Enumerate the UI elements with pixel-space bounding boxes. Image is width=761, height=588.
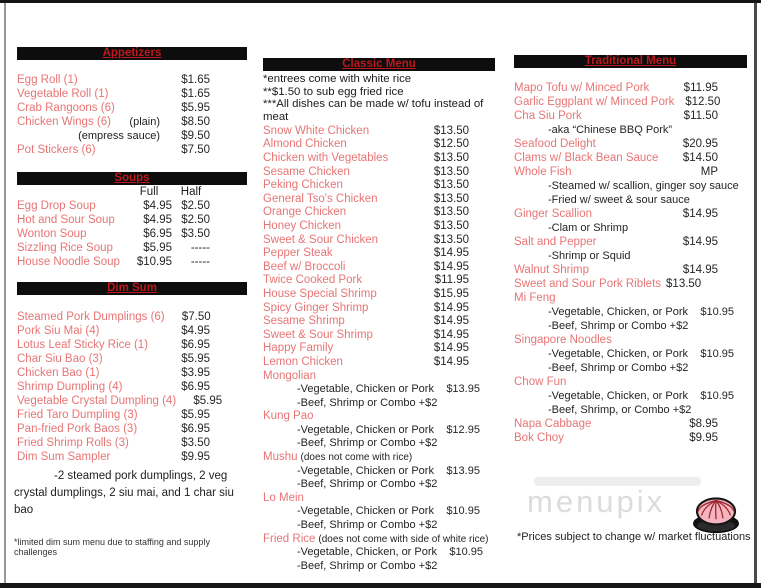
subitem-price: $10.95 bbox=[449, 546, 484, 559]
menu-subitem-row bbox=[263, 519, 469, 533]
section-title: Traditional Menu bbox=[584, 55, 677, 67]
item-price: $5.95 bbox=[181, 409, 210, 421]
menu-item-row bbox=[263, 410, 469, 424]
item-name: Sizzling Rice Soup bbox=[17, 242, 113, 254]
menu-item-row bbox=[17, 380, 210, 394]
subitem-price: $10.95 bbox=[700, 390, 735, 402]
menu-item-row bbox=[263, 261, 469, 275]
subitem-text: -Vegetable, Chicken, or Pork bbox=[548, 348, 689, 360]
item-name: Chicken Bao (1) bbox=[17, 367, 100, 379]
item-name: Wonton Soup bbox=[17, 228, 87, 240]
item-price: $5.95 bbox=[181, 102, 210, 114]
menu-item-row bbox=[17, 227, 210, 241]
menu-subitem-row bbox=[263, 423, 480, 438]
subitem-price: $10.95 bbox=[700, 306, 735, 318]
item-name-note: (does not come with side of white rice) bbox=[318, 533, 489, 545]
item-price: $9.95 bbox=[689, 432, 718, 444]
item-name-note: (does not come with rice) bbox=[300, 452, 413, 464]
item-price: $7.50 bbox=[181, 144, 210, 156]
item-name: Fried Taro Dumpling (3) bbox=[17, 409, 138, 421]
item-name: Crab Rangoons (6) bbox=[17, 102, 115, 114]
menu-item-row bbox=[17, 394, 223, 408]
menu-item-row bbox=[514, 291, 718, 305]
menu-item-row bbox=[514, 109, 718, 123]
subitem-text: -Beef, Shrimp or Combo +$2 bbox=[297, 478, 438, 491]
soups-full-header: Full bbox=[139, 186, 159, 198]
item-name: Chicken with Vegetables bbox=[263, 152, 389, 164]
item-price: $3.95 bbox=[181, 367, 210, 379]
item-name: Walnut Shrimp bbox=[514, 264, 589, 276]
item-half-price: $3.50 bbox=[181, 228, 210, 240]
item-price: $9.95 bbox=[181, 451, 210, 463]
menu-item-row bbox=[17, 199, 210, 213]
item-half-price: ----- bbox=[190, 242, 210, 254]
item-price: $1.65 bbox=[181, 74, 210, 86]
item-name: Pan-fried Pork Baos (3) bbox=[17, 423, 138, 435]
item-price: $4.95 bbox=[143, 200, 172, 212]
item-price: $8.50 bbox=[181, 116, 210, 128]
menu-subitem-row bbox=[514, 361, 718, 375]
subitem-text: -Beef, Shrimp or Combo +$2 bbox=[548, 362, 689, 374]
item-price: $13.50 bbox=[666, 278, 702, 290]
item-name: Orange Chicken bbox=[263, 206, 347, 219]
page-border-bottom bbox=[0, 583, 761, 588]
item-price: $20.95 bbox=[682, 138, 718, 150]
menu-item-row bbox=[263, 220, 469, 234]
menu-subitem-row bbox=[263, 546, 484, 560]
menu-subitem-row bbox=[263, 383, 480, 397]
menu-item-row bbox=[514, 263, 718, 277]
prices-disclaimer: *Prices subject to change w/ market fluctuations bbox=[517, 531, 751, 543]
item-price: MP bbox=[700, 166, 718, 178]
subitem-price: $10.95 bbox=[700, 348, 735, 360]
item-price: $3.50 bbox=[181, 437, 210, 449]
menu-item-row bbox=[17, 338, 210, 352]
item-price: $9.50 bbox=[181, 130, 210, 142]
item-name: Mi Feng bbox=[514, 292, 556, 304]
subitem-text: -Beef, Shrimp or Combo +$2 bbox=[297, 396, 438, 409]
subitem-price: $13.95 bbox=[446, 464, 480, 477]
subitem-text: -Steamed w/ scallion, ginger soy sauce bbox=[548, 180, 739, 192]
menu-subitem-row bbox=[514, 403, 718, 417]
menu-item-row bbox=[17, 129, 210, 143]
menu-item-row bbox=[17, 352, 210, 366]
classic-menu-notes bbox=[263, 73, 495, 124]
item-name: Sesame Shrimp bbox=[263, 315, 345, 328]
menu-item-row bbox=[514, 165, 718, 179]
menu-item-row bbox=[17, 101, 210, 115]
menu-item-row bbox=[514, 137, 718, 151]
menu-subitem-row bbox=[514, 193, 718, 207]
classic-menu-items bbox=[263, 125, 495, 574]
section-header-soups bbox=[17, 172, 247, 185]
menu-item-row bbox=[514, 277, 718, 291]
item-name: House Special Shrimp bbox=[263, 287, 377, 300]
item-name: Lotus Leaf Sticky Rice (1) bbox=[17, 339, 149, 351]
item-name: Garlic Eggplant w/ Minced Pork bbox=[514, 96, 675, 108]
subitem-text: -Beef, Shrimp or Combo +$2 bbox=[297, 519, 438, 532]
menu-subitem-row bbox=[263, 505, 480, 519]
item-price: $11.95 bbox=[434, 274, 469, 287]
item-name: Spicy Ginger Shrimp bbox=[263, 301, 369, 314]
page-border-right bbox=[754, 3, 757, 583]
soups-half-header: Half bbox=[180, 186, 202, 198]
item-price: $13.50 bbox=[433, 206, 469, 219]
menu-item-row bbox=[263, 532, 489, 547]
section-title: Soups bbox=[114, 172, 150, 184]
menu-item-row bbox=[17, 87, 210, 101]
section-title: Appetizers bbox=[102, 47, 162, 59]
menu-item-row bbox=[514, 431, 718, 445]
item-name: Fried Shrimp Rolls (3) bbox=[17, 437, 129, 449]
item-price: $14.95 bbox=[433, 342, 469, 355]
item-price: $7.50 bbox=[181, 311, 211, 323]
item-price: $14.95 bbox=[433, 260, 469, 273]
subitem-price: $10.95 bbox=[446, 505, 480, 518]
dim-sum-footnote: *limited dim sum menu due to staffing and supply challenges bbox=[14, 537, 210, 557]
item-name: Peking Chicken bbox=[263, 179, 343, 192]
item-price: $5.95 bbox=[143, 242, 172, 254]
menu-item-row bbox=[514, 207, 718, 221]
item-name: Lemon Chicken bbox=[263, 355, 343, 368]
item-name: Clams w/ Black Bean Sauce bbox=[514, 152, 659, 164]
item-price: $14.95 bbox=[433, 355, 469, 368]
menupix-watermark: menupix bbox=[527, 484, 666, 519]
item-name: Mongolian bbox=[263, 369, 317, 382]
menu-subitem-row bbox=[514, 221, 718, 235]
item-name: Singapore Noodles bbox=[514, 334, 612, 346]
menu-subitem-row bbox=[263, 397, 469, 411]
item-name: Egg Roll (1) bbox=[17, 74, 78, 86]
item-name: Sesame Chicken bbox=[263, 165, 350, 178]
subitem-text: -Beef, Shrimp or Combo +$2 bbox=[297, 437, 438, 450]
item-name: Cha Siu Pork bbox=[514, 110, 582, 122]
item-price: $14.95 bbox=[682, 208, 718, 220]
menu-item-row bbox=[17, 255, 210, 269]
section-header-appetizers bbox=[17, 47, 247, 60]
menu-subitem-row bbox=[514, 179, 739, 193]
item-name: Bok Choy bbox=[514, 432, 564, 444]
item-price: $13.50 bbox=[433, 152, 469, 164]
traditional-menu-column bbox=[514, 55, 747, 445]
menu-item-row bbox=[17, 408, 210, 422]
menu-subitem-row bbox=[263, 478, 469, 492]
menu-item-row bbox=[514, 417, 718, 431]
page-border-top bbox=[0, 0, 761, 3]
menu-note: ***All dishes can be made w/ tofu instead of meat bbox=[263, 98, 484, 124]
section-header-traditional-menu bbox=[514, 55, 747, 68]
item-name: Whole Fish bbox=[514, 166, 572, 178]
menu-item-row bbox=[263, 342, 469, 356]
item-name: Vegetable Roll (1) bbox=[17, 88, 109, 100]
menu-item-row bbox=[263, 166, 469, 180]
item-price: $5.95 bbox=[181, 353, 210, 365]
menu-item-row bbox=[17, 213, 210, 227]
item-price: $1.65 bbox=[181, 88, 210, 100]
item-price: $10.95 bbox=[136, 256, 172, 268]
item-note: (plain) bbox=[129, 116, 160, 128]
subitem-text: -aka “Chinese BBQ Pork” bbox=[548, 124, 673, 136]
subitem-text: -Fried w/ sweet & sour sauce bbox=[548, 194, 690, 206]
menu-item-row bbox=[514, 375, 718, 389]
subitem-text: -Vegetable, Chicken, or Pork bbox=[297, 546, 438, 559]
subitem-text: -Beef, Shrimp or Combo +$2 bbox=[548, 320, 689, 332]
item-price: $6.95 bbox=[181, 339, 210, 351]
menu-subitem-row bbox=[263, 560, 469, 574]
menu-item-row bbox=[263, 152, 469, 166]
item-price: $14.95 bbox=[433, 301, 469, 314]
item-price: $6.95 bbox=[181, 381, 210, 393]
item-price: $6.95 bbox=[143, 228, 172, 240]
item-name: Fried Rice bbox=[263, 532, 316, 545]
menu-item-row bbox=[514, 151, 718, 165]
menu-note: **$1.50 to sub egg fried rice bbox=[263, 85, 404, 98]
subitem-text: -Beef, Shrimp, or Combo +$2 bbox=[548, 404, 692, 416]
soups-column-headers bbox=[17, 185, 210, 199]
subitem-text: -Vegetable, Chicken or Pork bbox=[297, 423, 434, 436]
menu-item-row bbox=[17, 115, 210, 129]
item-name: Char Siu Bao (3) bbox=[17, 353, 103, 365]
item-price: $14.50 bbox=[682, 152, 718, 164]
menu-subitem-row bbox=[263, 437, 469, 451]
item-price: $14.95 bbox=[682, 236, 718, 248]
item-name: Almond Chicken bbox=[263, 138, 347, 151]
item-price: $13.50 bbox=[433, 165, 469, 178]
item-price: $11.95 bbox=[683, 82, 718, 94]
item-name: Seafood Delight bbox=[514, 138, 596, 150]
menu-item-row bbox=[514, 333, 718, 347]
subitem-price: $13.95 bbox=[446, 383, 480, 396]
item-price: $13.50 bbox=[433, 179, 469, 192]
item-price: $11.50 bbox=[683, 110, 718, 122]
page-border-left bbox=[4, 3, 6, 583]
item-note: (empress sauce) bbox=[78, 130, 160, 142]
item-name: Lo Mein bbox=[263, 491, 304, 504]
dumpling-icon bbox=[690, 494, 742, 534]
menu-item-row bbox=[263, 315, 469, 329]
menu-item-row bbox=[17, 324, 210, 338]
item-name: Napa Cabbage bbox=[514, 418, 592, 430]
item-name: House Noodle Soup bbox=[17, 256, 120, 268]
item-name: Beef w/ Broccoli bbox=[263, 260, 346, 273]
item-name: Egg Drop Soup bbox=[17, 200, 96, 212]
section-title: Classic Menu bbox=[342, 58, 416, 70]
item-price: $13.50 bbox=[433, 124, 469, 137]
menu-subitem-row bbox=[514, 319, 718, 333]
item-name: Mushu bbox=[263, 451, 298, 464]
menu-item-row bbox=[17, 450, 210, 464]
subitem-text: -Vegetable, Chicken or Pork bbox=[297, 505, 434, 518]
menu-item-row bbox=[17, 436, 210, 450]
item-half-price: ----- bbox=[190, 256, 210, 268]
subitem-text: -Beef, Shrimp or Combo +$2 bbox=[297, 559, 438, 572]
menu-item-row bbox=[263, 329, 469, 343]
item-name: Hot and Sour Soup bbox=[17, 214, 115, 226]
menu-item-row bbox=[17, 241, 210, 255]
item-name: Shrimp Dumpling (4) bbox=[17, 381, 123, 393]
menu-item-row bbox=[17, 143, 210, 157]
item-price: $12.50 bbox=[433, 138, 469, 151]
menu-item-row bbox=[263, 492, 469, 506]
subitem-price: $12.95 bbox=[446, 423, 480, 436]
item-name: Sweet & Sour Shrimp bbox=[263, 328, 373, 341]
menu-item-row bbox=[17, 422, 210, 436]
menu-item-row bbox=[263, 247, 469, 261]
item-name: Twice Cooked Pork bbox=[263, 274, 363, 287]
item-name: General Tso's Chicken bbox=[263, 192, 378, 205]
item-name: Dim Sum Sampler bbox=[17, 451, 111, 463]
subitem-text: -Shrimp or Squid bbox=[548, 250, 631, 262]
item-price: $13.50 bbox=[433, 233, 469, 246]
traditional-menu-items bbox=[514, 81, 747, 445]
item-price: $15.95 bbox=[433, 287, 469, 300]
menu-note: *entrees come with white rice bbox=[263, 73, 412, 85]
subitem-text: -Clam or Shrimp bbox=[548, 222, 629, 234]
menu-item-row bbox=[263, 193, 469, 207]
item-name: Pork Siu Mai (4) bbox=[17, 325, 100, 337]
appetizers-items bbox=[17, 73, 247, 157]
menu-item-row bbox=[514, 235, 718, 249]
item-price: $13.50 bbox=[433, 192, 469, 205]
item-price: $13.50 bbox=[433, 219, 469, 232]
menu-item-row bbox=[17, 73, 210, 87]
subitem-text: -Vegetable, Chicken or Pork bbox=[297, 464, 434, 477]
item-price: $14.95 bbox=[433, 247, 469, 260]
item-name: Steamed Pork Dumplings (6) bbox=[17, 311, 165, 323]
item-name: Happy Family bbox=[263, 342, 334, 355]
subitem-text: -Vegetable, Chicken, or Pork bbox=[548, 390, 689, 402]
item-price: $8.95 bbox=[689, 418, 718, 430]
section-header-dim-sum bbox=[17, 282, 247, 295]
item-name: Salt and Pepper bbox=[514, 236, 597, 248]
dim-sum-sampler-note: -2 steamed pork dumplings, 2 veg crystal dumplings, 2 siu mai, and 1 char siu bao bbox=[14, 470, 234, 516]
classic-menu-column bbox=[263, 58, 495, 573]
menu-subitem-row bbox=[514, 347, 735, 361]
item-name: Ginger Scallion bbox=[514, 208, 592, 220]
menu-item-row bbox=[263, 179, 469, 193]
item-name: Vegetable Crystal Dumpling (4) bbox=[17, 395, 177, 407]
item-price: $14.95 bbox=[433, 315, 469, 328]
menu-item-row bbox=[263, 356, 469, 370]
menu-item-row bbox=[263, 288, 469, 302]
menu-subitem-row bbox=[514, 123, 718, 137]
menu-item-row bbox=[263, 274, 469, 288]
menu-subitem-row bbox=[514, 389, 735, 403]
dim-sum-items bbox=[17, 310, 247, 464]
menu-item-row bbox=[263, 138, 469, 152]
soups-rows bbox=[17, 199, 210, 269]
item-half-price: $2.50 bbox=[181, 214, 210, 226]
menu-subitem-row bbox=[263, 464, 480, 479]
menu-item-row bbox=[17, 366, 210, 380]
item-name: Chicken Wings (6) bbox=[17, 116, 111, 128]
item-name: Sweet & Sour Chicken bbox=[263, 233, 379, 246]
menu-item-row bbox=[514, 95, 721, 109]
menu-item-row bbox=[17, 310, 210, 324]
menu-item-row bbox=[514, 81, 718, 95]
item-price: $12.50 bbox=[685, 96, 721, 108]
soups-items bbox=[17, 185, 247, 269]
item-name: Sweet and Sour Pork Riblets bbox=[514, 278, 662, 290]
item-name: Chow Fun bbox=[514, 376, 567, 388]
menu-item-row bbox=[263, 302, 469, 316]
item-price: $4.95 bbox=[181, 325, 210, 337]
subitem-text: -Vegetable, Chicken or Pork bbox=[297, 383, 434, 396]
menu-subitem-row bbox=[514, 249, 718, 263]
menu-item-row bbox=[263, 234, 469, 248]
item-name: Pot Stickers (6) bbox=[17, 144, 96, 156]
item-price: $14.95 bbox=[433, 328, 469, 341]
item-price: $5.95 bbox=[193, 395, 223, 407]
menu-item-row bbox=[263, 370, 469, 384]
section-header-classic-menu bbox=[263, 58, 495, 71]
item-name: Kung Pao bbox=[263, 410, 314, 423]
menu-item-row bbox=[263, 451, 469, 465]
item-name: Mapo Tofu w/ Minced Pork bbox=[514, 82, 650, 94]
subitem-text: -Vegetable, Chicken, or Pork bbox=[548, 306, 689, 318]
left-column bbox=[14, 47, 247, 557]
section-title: Dim Sum bbox=[107, 282, 157, 294]
item-half-price: $2.50 bbox=[181, 200, 210, 212]
item-price: $6.95 bbox=[181, 423, 210, 435]
menu-item-row bbox=[263, 125, 469, 139]
item-price: $4.95 bbox=[143, 214, 172, 226]
item-price: $14.95 bbox=[682, 264, 718, 276]
menu-item-row bbox=[263, 206, 469, 220]
item-name: Snow White Chicken bbox=[263, 124, 370, 137]
item-name: Pepper Steak bbox=[263, 247, 333, 260]
item-name: Honey Chicken bbox=[263, 219, 341, 232]
menu-subitem-row bbox=[514, 305, 735, 319]
